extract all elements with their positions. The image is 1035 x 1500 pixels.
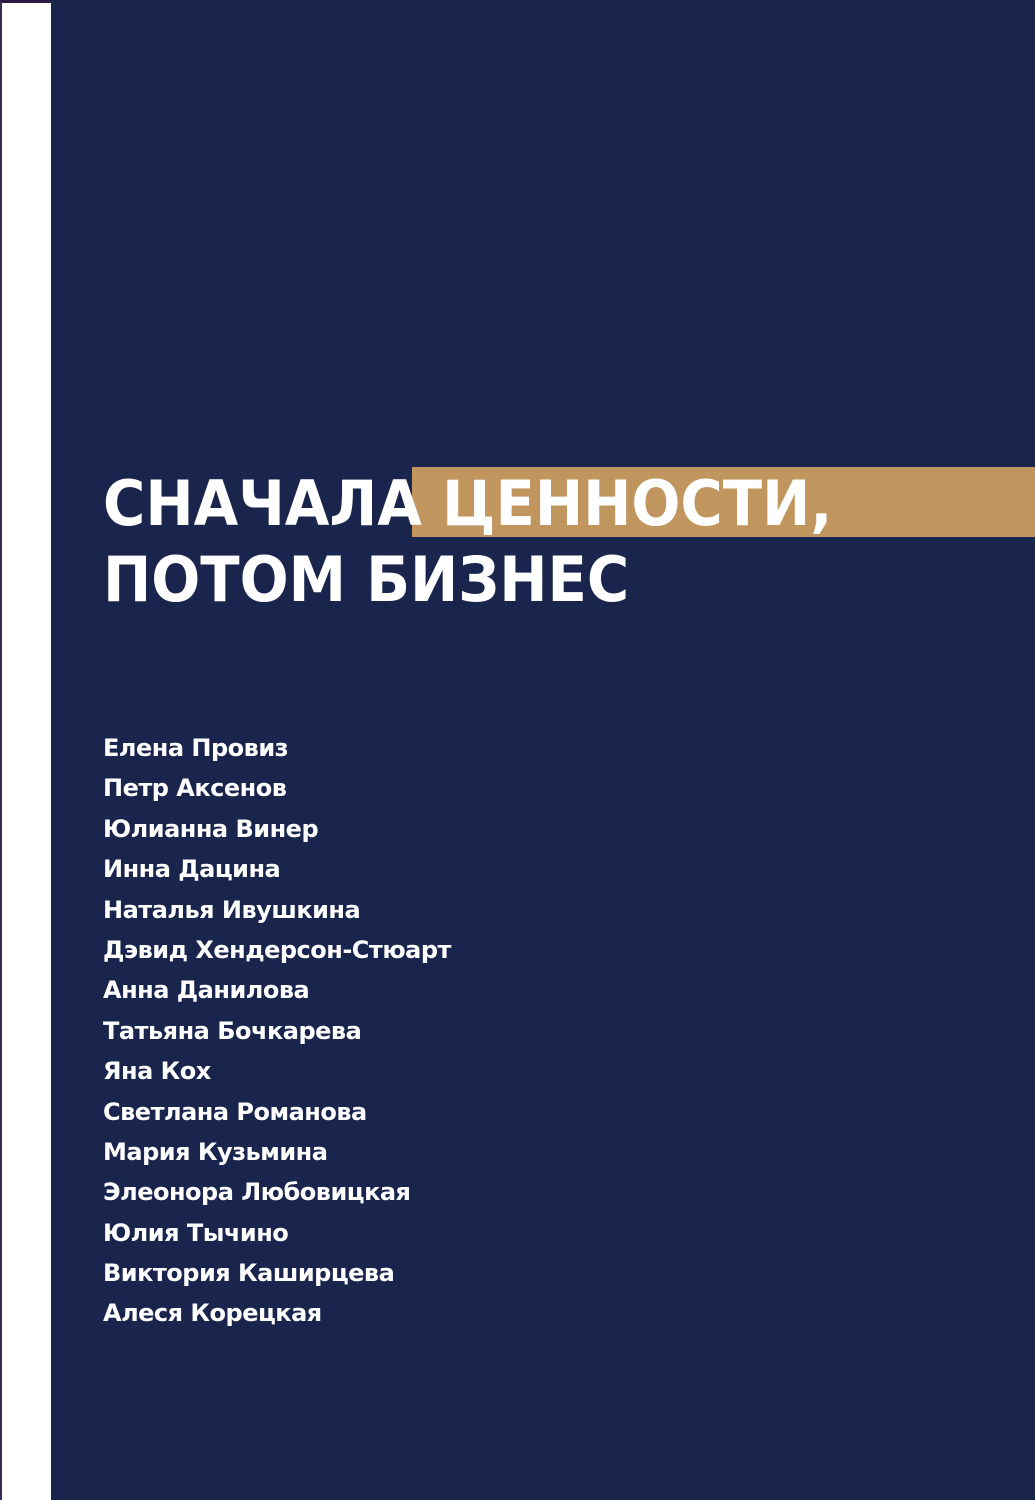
author-name: Яна Кох: [103, 1057, 211, 1086]
author-name: Елена Провиз: [103, 734, 289, 762]
author-name: Мария Кузьмина: [103, 1137, 328, 1166]
author-name: Юлия Тычино: [103, 1218, 289, 1247]
author-list: [103, 728, 451, 1334]
author-name: Дэвид Хендерсон-Стюарт: [103, 935, 451, 964]
author-name: Наталья Ивушкина: [103, 895, 361, 924]
author-name: Петр Аксенов: [103, 774, 287, 803]
book-title: [103, 466, 832, 618]
author-name: Анна Данилова: [103, 976, 310, 1005]
author-name: Юлианна Винер: [103, 814, 319, 843]
author-name: Татьяна Бочкарева: [103, 1016, 362, 1045]
author-name: Виктория Каширцева: [103, 1259, 395, 1288]
author-name: Инна Дацина: [103, 855, 281, 884]
title-part-1: СНАЧАЛА: [103, 467, 422, 540]
title-part-2: ЦЕННОСТИ,: [442, 467, 833, 540]
author-name: Элеонора Любовицкая: [103, 1178, 411, 1207]
author-name: Светлана Романова: [103, 1097, 367, 1126]
author-name: Алеся Корецкая: [103, 1299, 322, 1328]
title-line-2: ПОТОМ БИЗНЕС: [103, 543, 630, 616]
